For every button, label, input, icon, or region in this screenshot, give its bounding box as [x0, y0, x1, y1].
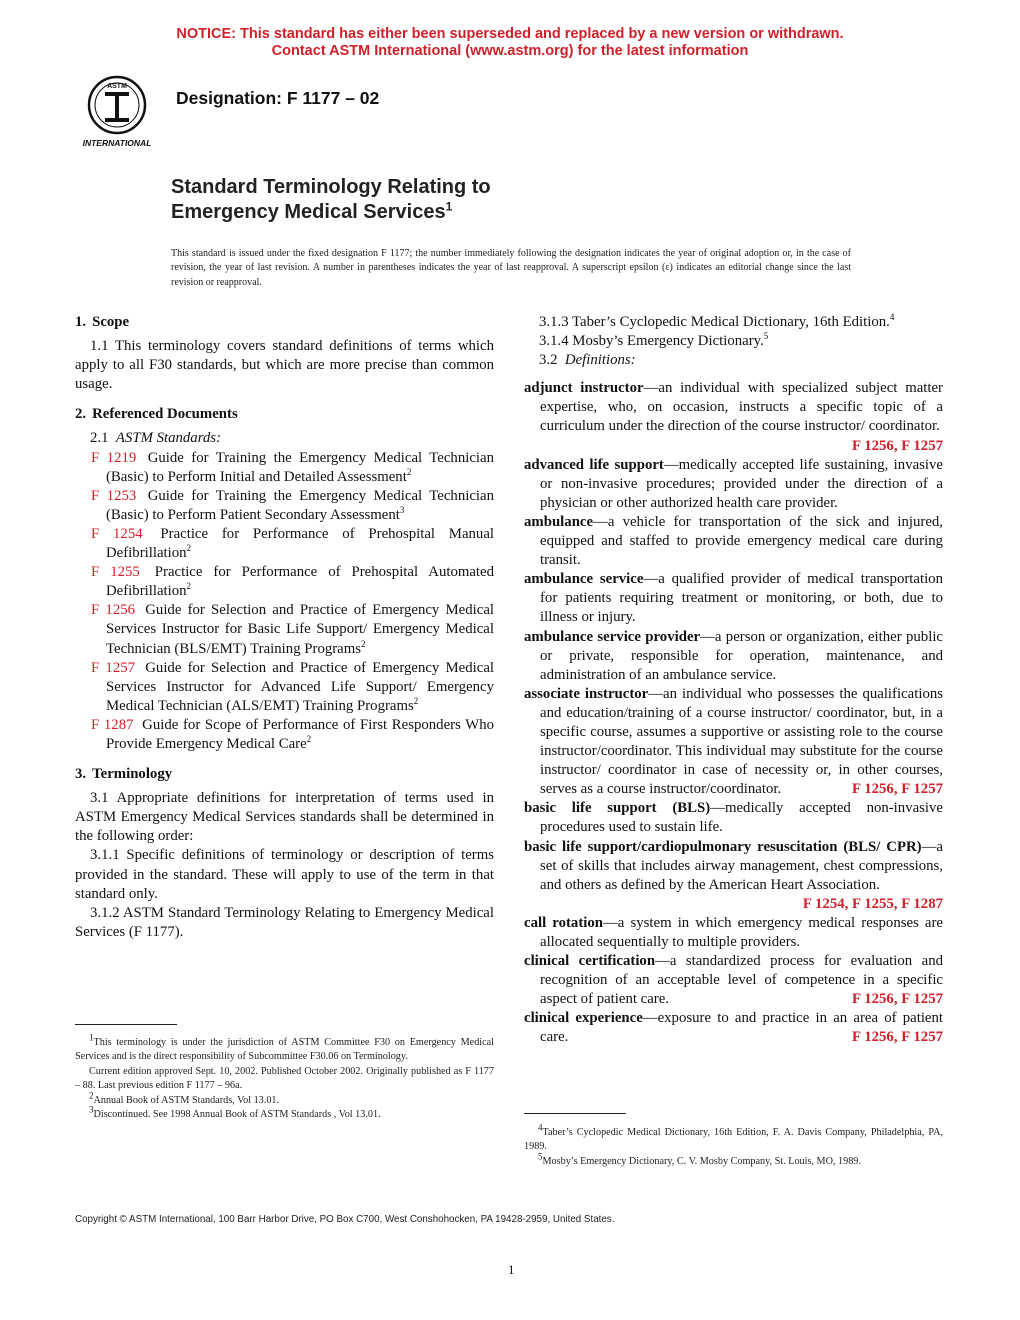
definition-item [524, 628, 943, 685]
scope-paragraph: 1.1 This terminology covers standard definitions of terms which apply to all F30 standards, but which are more precise than common usage. [75, 338, 494, 393]
definition-codes[interactable]: F 1256, F 1257 [852, 437, 943, 454]
reference-code[interactable]: F 1287 [91, 716, 134, 733]
definition-codes[interactable]: F 1256, F 1257 [852, 1029, 943, 1046]
footnote [75, 1104, 494, 1122]
copyright-line: Copyright © ASTM International, 100 Barr Harbor Drive, PO Box C700, West Conshohocken, PA 19428-2959, United States. [75, 1214, 615, 1225]
definition-term: ambulance [524, 513, 594, 530]
footnote-text: Current edition approved Sept. 10, 2002. Published October 2002. Originally published as F 1177 – 88. Last previous edition F 1177 – 96a. [75, 1065, 494, 1092]
definition-item [524, 513, 943, 570]
astm-logo-icon [74, 74, 160, 150]
footnote-text: Discontinued. See 1998 Annual Book of ASTM Standards , Vol 13.01. [93, 1109, 381, 1121]
reference-item [75, 449, 494, 487]
reference-footnote-ref: 2 [413, 695, 419, 706]
footnote-text: Taber’s Cyclopedic Medical Dictionary, 16th Edition, F. A. Davis Company, Philadelphia, PA, 1989. [524, 1127, 943, 1153]
definition-item [524, 1009, 943, 1047]
footnote-number: 1 [89, 1032, 94, 1043]
definition-term: ambulance service provider [524, 628, 701, 645]
reference-footnote-ref: 2 [186, 581, 192, 592]
footnote [75, 1032, 494, 1065]
logo-subtitle: INTERNATIONAL [82, 138, 152, 148]
footnote [75, 1090, 494, 1108]
reference-item [75, 659, 494, 716]
reference-title: Guide for Selection and Practice of Emergency Medical Services Instructor for Basic Life Support/ Emergency Medical Technician (BLS/EMT) Training Programs [106, 602, 494, 657]
withdrawal-notice [0, 26, 1020, 60]
reference-code[interactable]: F 1219 [91, 449, 137, 466]
footnote [524, 1151, 943, 1169]
reference-title: Guide for Training the Emergency Medical Technician (Basic) to Perform Initial and Detailed Assessment [106, 449, 494, 485]
reference-item [75, 563, 494, 601]
definition-text: —exposure to and practice in an area of patient care. [540, 1010, 944, 1046]
definition-term: adjunct instructor [524, 380, 644, 397]
reference-title: Guide for Training the Emergency Medical Technician (Basic) to Perform Patient Secondary Assessment [106, 487, 494, 523]
footnote-number: 2 [89, 1090, 94, 1101]
definition-text: —medically accepted life sustaining, invasive or non-invasive procedures; provided under the direction of a physician or other authorized health care provider. [540, 456, 943, 511]
references-heading: 2. Referenced Documents [75, 406, 238, 423]
footnote-number: 4 [538, 1122, 543, 1133]
title-line-1: Standard Terminology Relating to [171, 176, 491, 198]
definition-text: —an individual with specialized subject matter expertise, who, on occasion, instructs a specific topic of a curriculum under the direction of the course instructor/ coordinator. [540, 380, 943, 435]
notice-line-1: NOTICE: This standard has either been superseded and replaced by a new version or withdrawn. [176, 26, 844, 42]
definition-term: basic life support/cardiopulmonary resuscitation (BLS/ CPR) [524, 838, 922, 855]
reference-title: Practice for Performance of Prehospital Automated Defibrillation [106, 564, 495, 600]
reference-footnote-ref: 3 [399, 504, 405, 515]
notice-line-2: Contact ASTM International (www.astm.org) for the latest information [271, 43, 749, 59]
left-column [75, 313, 494, 942]
reference-code[interactable]: F 1255 [91, 564, 140, 581]
references-subheading: 2.1 ASTM Standards: [90, 430, 221, 447]
definition-text: —medically accepted non-invasive procedures used to sustain life. [540, 800, 943, 836]
reference-item [75, 525, 494, 563]
definition-text: —a set of skills that includes airway management, chest compressions, and others as defined by the American Heart Association. [540, 838, 943, 893]
definition-codes[interactable]: F 1256, F 1257 [852, 781, 943, 798]
definition-term: clinical experience [524, 1010, 643, 1027]
footnote-number: 5 [538, 1151, 543, 1162]
definition-term: call rotation [524, 914, 603, 931]
page-number: 1 [508, 1262, 515, 1277]
footnote-text: This terminology is under the jurisdiction of ASTM Committee F30 on Emergency Medical Services and is the direct responsibility of Subcommittee F30.06 on Terminology. [75, 1037, 494, 1063]
terminology-para-3-1-3: 3.1.3 Taber’s Cyclopedic Medical Dictionary, 16th Edition.$^4$ [539, 312, 895, 330]
definition-text: —a qualified provider of medical transportation for patients requiring treatment or monitoring, or both, due to illness or injury. [540, 571, 943, 626]
title-line-2: Emergency Medical Services$^1$ [171, 199, 453, 223]
designation: Designation: F 1177 – 02 [176, 88, 380, 108]
scope-heading: 1. Scope [75, 314, 130, 330]
reference-code[interactable]: F 1253 [91, 487, 137, 504]
reference-item [75, 716, 494, 754]
footnote [75, 1065, 494, 1094]
terminology-para-3-1-1: 3.1.1 Specific definitions of terminology or description of terms provided in the standard. These will apply to use of the term in that standard only. [75, 847, 494, 902]
reference-title: Guide for Scope of Performance of First Responders Who Provide Emergency Medical Care [106, 716, 494, 752]
definition-item [524, 570, 943, 627]
reference-code[interactable]: F 1254 [91, 525, 143, 542]
definition-item [524, 456, 943, 513]
reference-code[interactable]: F 1257 [91, 659, 136, 676]
title-footnote-ref: 1 [445, 199, 453, 214]
definition-codes[interactable]: F 1254, F 1255, F 1287 [802, 895, 943, 912]
reference-title: Guide for Selection and Practice of Emergency Medical Services Instructor for Advanced Life Support/ Emergency Medical Technician (ALS/EMT) Training Programs [106, 659, 494, 714]
definition-term: basic life support (BLS) [524, 800, 711, 817]
terminology-para-3-1: 3.1 Appropriate definitions for interpretation of terms used in ASTM Emergency Medical Services standards shall be determined in the following order: [75, 790, 494, 845]
definition-text: —a person or organization, either public or private, responsible for operation, maintenance, and administration of an ambulance service. [540, 628, 943, 683]
document-title [171, 175, 491, 225]
definition-item [524, 838, 943, 914]
footnote [524, 1122, 943, 1155]
definition-text: —a standardized process for evaluation and recognition of an acceptable level of competence in a specific aspect of patient care. [540, 953, 943, 1008]
issue-note: This standard is issued under the fixed designation F 1177; the number immediately following the designation indicates the year of original adoption or, in the case of revision, the year of last revision. A number in parentheses indicates the year of last reapproval. A superscript epsilon (ε) indicates an editorial change since the last revision or reapproval. [171, 248, 851, 288]
footnote-text: Mosby’s Emergency Dictionary, C. V. Mosby Company, St. Louis, MO, 1989. [542, 1155, 861, 1167]
footnotes-left [75, 1032, 494, 1122]
terminology-para-3-1-2: 3.1.2 ASTM Standard Terminology Relating to Emergency Medical Services (F 1177). [75, 904, 494, 940]
reference-footnote-ref: 2 [306, 734, 312, 745]
definition-term: advanced life support [524, 456, 664, 473]
definition-list [524, 379, 943, 1047]
definition-text: —an individual who possesses the qualifications and education/training of a course instructor/ coordinator, but, in a specific course, assumes a supportive or assisting role to the course instructor/coordinator. This individual may substitute for the course instructor/ coordinator in case of necessity or, in other courses, serves as a course instructor/coordinator. [540, 685, 943, 798]
terminology-para-3-1-4: 3.1.4 Mosby’s Emergency Dictionary.$^5$ [539, 331, 769, 350]
definition-codes[interactable]: F 1256, F 1257 [852, 991, 943, 1008]
right-column [524, 313, 943, 1048]
terminology-heading: 3. Terminology [75, 766, 173, 783]
definitions-subheading: 3.2 Definitions: [539, 352, 636, 369]
reference-item [75, 601, 494, 658]
footnote-text: Annual Book of ASTM Standards, Vol 13.01. [93, 1094, 280, 1106]
definition-item [524, 914, 943, 952]
definition-term: clinical certification [524, 953, 656, 970]
definition-item [524, 952, 943, 1009]
reference-list [75, 449, 494, 755]
reference-item [75, 487, 494, 525]
definition-item [524, 799, 943, 837]
reference-footnote-ref: 2 [361, 638, 366, 649]
definition-term: ambulance service [524, 571, 644, 588]
footnote-number: 3 [89, 1104, 94, 1115]
reference-title: Practice for Performance of Prehospital Manual Defibrillation [106, 525, 494, 562]
footnote-rule-left [75, 1024, 177, 1025]
definition-term: associate instructor [524, 685, 649, 702]
reference-code[interactable]: F 1256 [91, 602, 136, 619]
definition-text: —a system in which emergency medical responses are allocated sequentially to multiple providers. [540, 914, 943, 950]
definition-item [524, 685, 943, 800]
definition-text: —a vehicle for transportation of the sick and injured, equipped and staffed to provide emergency medical care during transit. [540, 513, 943, 569]
logo-lettering: ASTM [107, 83, 127, 90]
reference-footnote-ref: 2 [406, 466, 412, 477]
footnotes-right [524, 1122, 943, 1169]
definition-item [524, 379, 943, 455]
reference-footnote-ref: 2 [186, 543, 192, 554]
footnote-rule-right [524, 1113, 626, 1114]
